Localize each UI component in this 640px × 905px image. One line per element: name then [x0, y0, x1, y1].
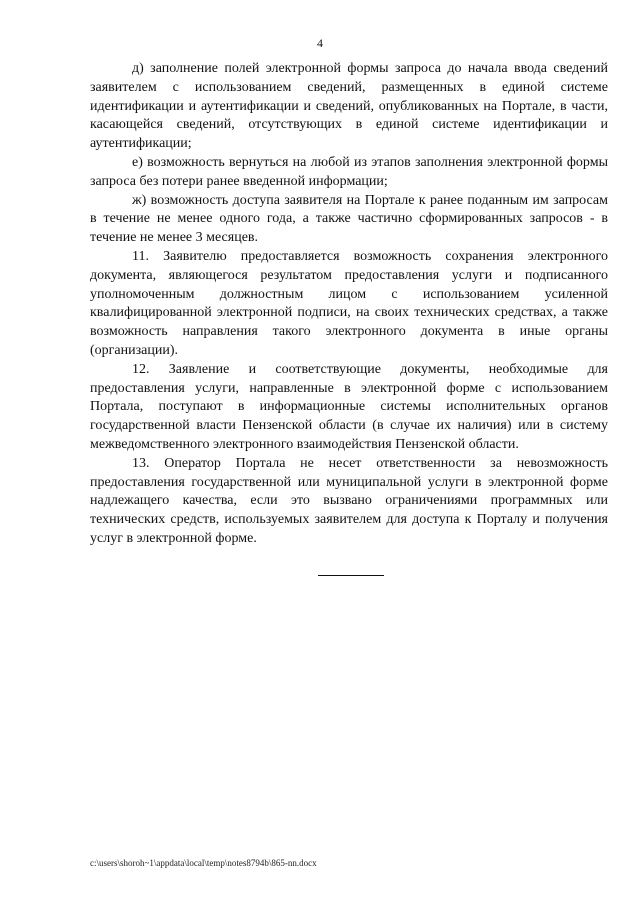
end-divider-line [318, 575, 384, 576]
paragraph-11: 11. Заявителю предоставляется возможность сохранения электронного документа, являющегося результатом предоставления услуги и подписанного уполномоченным должностным лицом с использованием усиленной квалифицированной электронной подписи, на своих технических средствах, а также возможность направления такого электронного документа в иные органы (организации). [90, 248, 608, 358]
paragraph-zh: ж) возможность доступа заявителя на Портале к ранее поданным им запросам в течение не менее одного года, а также частично сформированных запросов - в течение не менее 3 месяцев. [90, 192, 608, 246]
paragraph-12: 12. Заявление и соответствующие документы, необходимые для предоставления услуги, направленные в электронной форме с использованием Портала, поступают в информационные системы исполнительных органов государственной власти Пензенской области (в случае их наличия) или в систему межведомственного электронного взаимодействия Пензенской области. [90, 361, 608, 452]
footer-file-path: c:\users\shoroh~1\appdata\local\temp\notes8794b\865-nn.docx [90, 858, 317, 868]
paragraph-e: е) возможность вернуться на любой из этапов заполнения электронной формы запроса без потери ранее введенной информации; [90, 154, 608, 189]
document-body [90, 60, 608, 549]
page-number: 4 [317, 36, 323, 50]
paragraph-d: д) заполнение полей электронной формы запроса до начала ввода сведений заявителем с использованием сведений, размещенных в единой системе идентификации и аутентификации и сведений, опубликованных на Портале, в части, касающейся сведений, отсутствующих в единой системе идентификации и аутентификации; [90, 61, 608, 152]
paragraph-13: 13. Оператор Портала не несет ответственности за невозможность предоставления государственной или муниципальной услуги в электронной форме надлежащего качества, если это вызвано ограничениями программных или технических средств, используемых заявителем для доступа к Порталу и получения услуг в электронной форме. [90, 455, 608, 546]
